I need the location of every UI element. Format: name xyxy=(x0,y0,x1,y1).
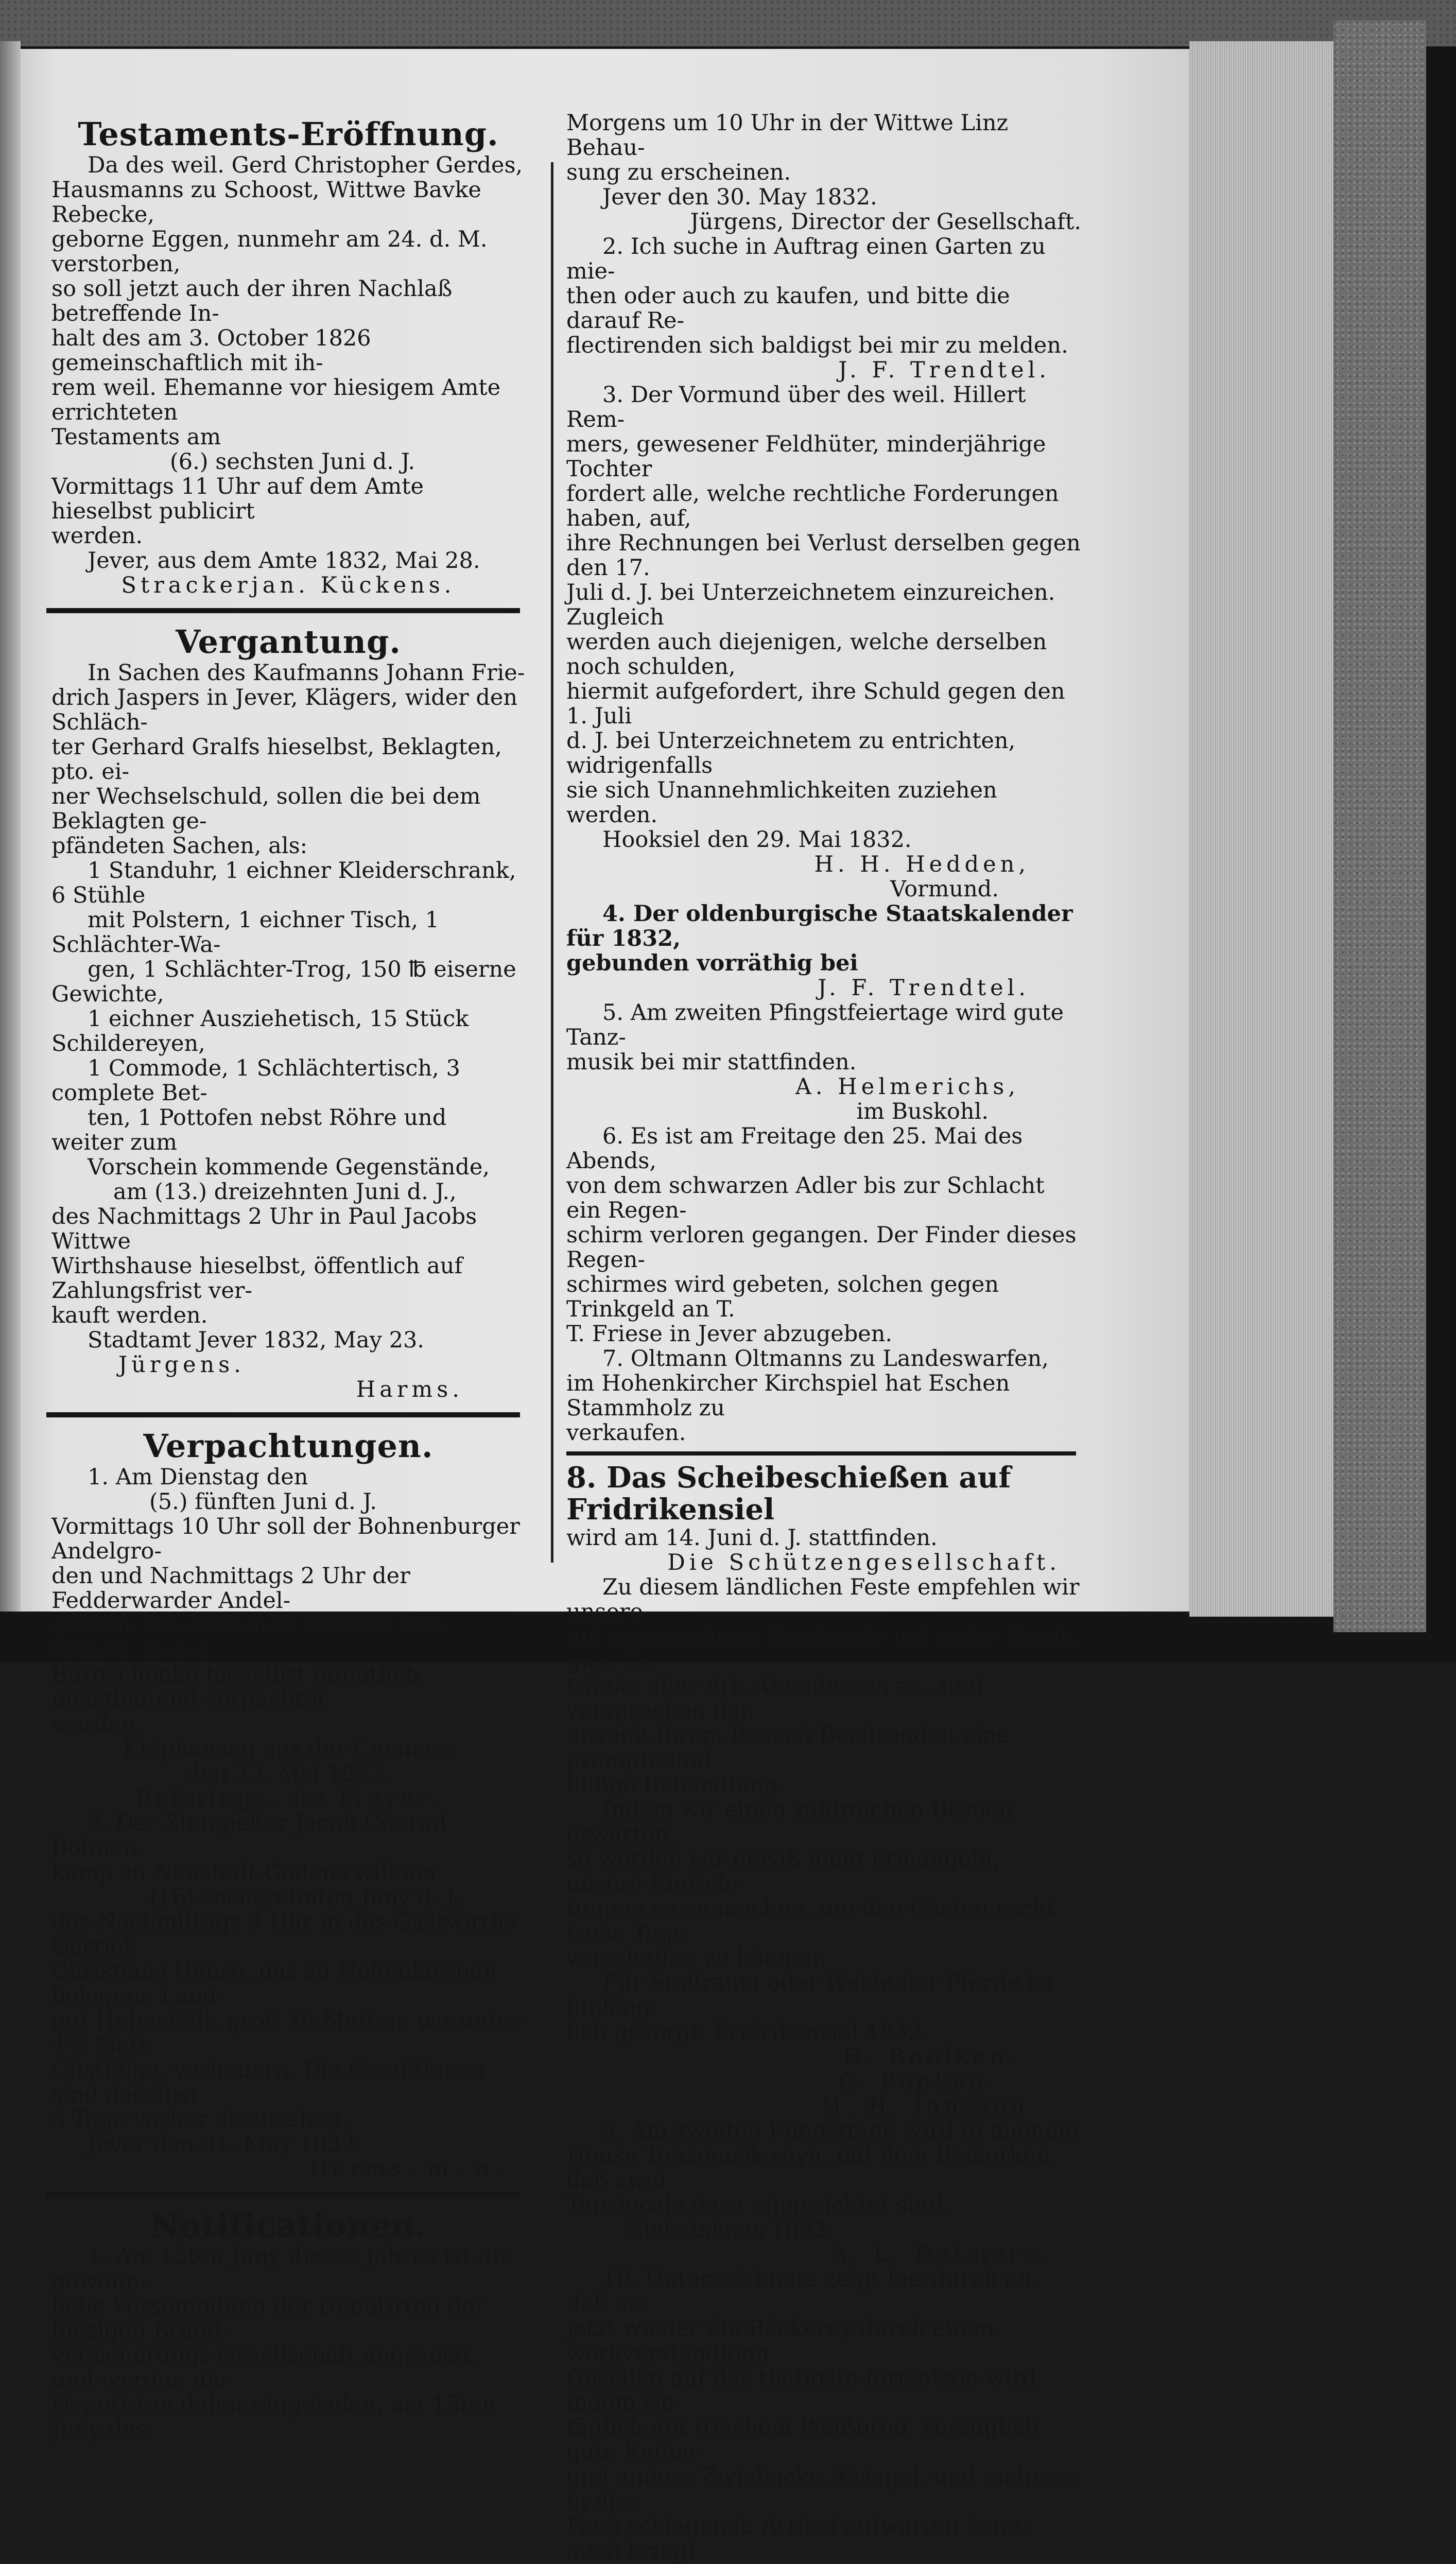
section-rule xyxy=(46,608,520,613)
section-rule xyxy=(46,2192,520,2197)
text-line: im Hohenkircher Kirchspiel hat Eschen Stammholz zu xyxy=(566,1371,1010,1421)
signer-role: Vormund. xyxy=(890,876,999,902)
text-line: fordert alle, welche rechtliche Forderungen haben, auf, xyxy=(566,481,1059,531)
text-line: ter Gerhard Gralfs hieselbst, Beklagten, pto. ei- xyxy=(51,734,502,785)
text-line: Burgschenke hieselbst öffentlich meistbietend verpachtet xyxy=(51,1662,420,1712)
signer: H. H. Janssen. xyxy=(822,2093,1040,2119)
text-line: flectirenden sich baldigst bei mir zu melden. xyxy=(566,333,1068,358)
text-line: lich gesorgt. Fridrikensiel 1832. xyxy=(566,2019,929,2045)
text-line: Hausmanns zu Schoost, Wittwe Bavke Rebecke, xyxy=(51,177,481,228)
place-line: Jever den 31. May 1832. xyxy=(88,2132,362,2157)
text-line: jetzt wieder die Bäckerey durch einen werkverständigen xyxy=(566,2316,995,2366)
text-line: musik bei mir stattfinden. xyxy=(566,1049,857,1075)
place-line: Siebetshaus 1832. xyxy=(628,2217,835,2243)
text-line: werden. xyxy=(51,1711,143,1737)
text-line: so werden wir gewiß nicht ermangeln, unsere Einrich- xyxy=(566,1846,1000,1897)
signer: H. H. Hedden, xyxy=(814,852,1030,877)
text-line: 7. Oltmann Oltmanns zu Landeswarfen, xyxy=(602,1346,1049,1372)
signer: J. F. Trendtel. xyxy=(818,975,1030,1001)
text-line: Hause Tanzmusik seyn, mit dem Bemerken, daß zwei xyxy=(566,2143,1058,2193)
text-line: ihre Rechnungen bei Verlust derselben gegen den 17. xyxy=(566,530,1081,581)
column-divider xyxy=(551,162,553,1563)
list-item: mit Polstern, 1 eichner Tisch, 1 Schlächter-Wa- xyxy=(51,907,440,958)
signer-place: im Buskohl. xyxy=(856,1099,989,1124)
facing-page-edge xyxy=(0,41,21,1612)
text-line: 1. Am 15ten Juny dieses Jahres ist die gewöhn- xyxy=(51,2244,513,2294)
text-line: Christians Hause, das zu Hohenkirchen belegene Land- xyxy=(51,1959,497,2009)
text-line: Güstfalge, verheuern. Die Conditionen sind daselbst xyxy=(51,2057,486,2108)
text-line: verschaffen zu können. xyxy=(566,1945,827,1971)
text-line: 5. Am zweiten Pfingstfeiertage wird gute Tanz- xyxy=(566,1000,1064,1050)
date-line: am (13.) dreizehnten Juni d. J., xyxy=(113,1179,457,1205)
signer: H. Boolken. xyxy=(843,2044,1019,2070)
list-item: Vorschein kommende Gegenstände, xyxy=(88,1154,490,1180)
right-column xyxy=(566,111,1081,2563)
text-line: then oder auch zu kaufen, und bitte die darauf Re- xyxy=(566,283,1010,334)
text-line: sung zu erscheinen. xyxy=(566,160,791,185)
newspaper-page xyxy=(21,49,1189,2564)
text-line: billige Behandlung. xyxy=(566,1772,786,1798)
text-line: von dem schwarzen Adler bis zur Schlacht ein Regen- xyxy=(566,1173,1045,1223)
text-line: uns mit ihrem Besuch Beehrenden eine prompte und xyxy=(566,1723,1010,1773)
place-line: Jever den 30. May 1832. xyxy=(602,184,877,210)
testament-heading: Testaments-Eröffnung. xyxy=(78,115,499,153)
text-line: Für Stallraum oder Weide der Pferde ist hinläng- xyxy=(566,1970,1054,2020)
text-line: pfändeten Sachen, als: xyxy=(51,833,308,859)
vergantung-heading: Vergantung. xyxy=(176,623,401,661)
text-line: 4. Der oldenburgische Staatskalender für 1832, xyxy=(566,901,1073,951)
text-line: sie sich Unannehmlichkeiten zuziehen werden. xyxy=(566,777,997,828)
list-item: ten, 1 Pottofen nebst Röhre und weiter zum xyxy=(51,1105,447,1155)
text-line: gut eingerichtete Tanzlocale mit guter Musik, gute Ge- xyxy=(566,1624,1081,1674)
signer: Jürgens. xyxy=(118,1352,245,1378)
text-line: groden, bei einzelnen Placken zum Mähen, in der xyxy=(51,1613,444,1663)
item-heading: 8. Das Scheibeschießen auf Fridrikensiel xyxy=(566,1461,1011,1527)
text-line: gut Helmstädt, groß 78 Matten, worunter 4⅔ Matt xyxy=(51,2008,522,2058)
text-line: 2. Der Zinngießer Jacob Conrad Bohnen- xyxy=(51,1810,447,1861)
text-line: liche Versammlung der Deputirten der hiesigen Brand- xyxy=(51,2293,486,2344)
text-line: Tanzlocale dazu eingerichtet sind. xyxy=(566,2192,950,2218)
text-line: Vormittags 11 Uhr auf dem Amte hieselbst publicirt xyxy=(51,474,424,524)
signer: Jürgens, Director der Gesellschaft. xyxy=(690,209,1081,235)
section-rule xyxy=(46,1412,520,1417)
text-line: halt des am 3. October 1826 gemeinschaftlich mit ih- xyxy=(51,325,371,376)
place-line: Stadtamt Jever 1832, May 23. xyxy=(88,1327,424,1353)
text-line: versicherungs-Gesellschaft angesetzt, und werden die xyxy=(51,2343,479,2393)
place-line: Kniphausen aus der Cammer, xyxy=(123,1736,454,1762)
place-line: Hooksiel den 29. Mai 1832. xyxy=(602,827,912,853)
signer: Harms, m. n. xyxy=(309,2156,505,2182)
text-line: Vormittags 10 Uhr soll der Bohnenburger Andelgro- xyxy=(51,1514,520,1564)
list-item: 1 Commode, 1 Schlächtertisch, 3 complete Bet- xyxy=(51,1055,460,1106)
signer: A. L. Detmers. xyxy=(831,2242,1050,2267)
left-column xyxy=(51,116,525,2442)
text-line: schirm verloren gegangen. Der Finder dieses Regen- xyxy=(566,1222,1077,1273)
text-line: schirmes wird gebeten, solchen gegen Trinkgeld an T. xyxy=(566,1272,999,1322)
notificationen-heading: Notificationen. xyxy=(149,2207,427,2244)
text-line: 3 Tage vorher einzusehen. xyxy=(51,2107,349,2133)
text-line: hiermit aufgefordert, ihre Schuld gegen den 1. Juli xyxy=(566,679,1065,729)
text-line: gebunden vorräthig bei xyxy=(566,950,858,976)
notificationen-section xyxy=(51,2207,525,2442)
signer: Harms. xyxy=(356,1377,463,1402)
signers: Brünings. de Meyer. xyxy=(135,1786,441,1811)
text-line: drich Jaspers in Jever, Klägers, wider den Schläch- xyxy=(51,685,518,735)
text-line: wird am 14. Juni d. J. stattfinden. xyxy=(566,1525,938,1551)
text-line: den und Nachmittags 2 Uhr der Fedderwarder Andel- xyxy=(51,1563,410,1614)
book-cover-edge xyxy=(1333,21,1426,1632)
book-cover-top xyxy=(0,0,1456,46)
text-line: verkaufen. xyxy=(566,1420,686,1446)
vergantung-section xyxy=(51,623,525,1402)
text-line: 2. Ich suche in Auftrag einen Garten zu mie- xyxy=(566,234,1046,284)
text-line: d. J. bei Unterzeichnetem zu entrichten, widrigenfalls xyxy=(566,728,1016,778)
list-item: gen, 1 Schlächter-Trog, 150 ℔ eiserne Gewichte, xyxy=(51,957,516,1007)
text-line: Da des weil. Gerd Christopher Gerdes, xyxy=(88,152,523,178)
text-line: werden auch diejenigen, welche derselben noch schulden, xyxy=(566,629,1047,680)
place-line: Jever, aus dem Amte 1832, Mai 28. xyxy=(88,548,480,574)
text-line: Deputirten daher eingeladen, am 15ten Juny des xyxy=(51,2392,496,2442)
text-line: Fach schlagende Artikel aufwarten kann; auch bringt xyxy=(566,2514,1029,2564)
section-rule xyxy=(566,1451,1076,1456)
text-line: tungen so zu machen, um den Gästen recht frohe Tage xyxy=(566,1896,1055,1946)
text-line: 1. Am Dienstag den xyxy=(88,1464,308,1490)
date-line: (6.) sechsten Juni d. J. xyxy=(170,449,415,475)
signer: C. Popken. xyxy=(838,2069,999,2094)
signer: Die Schützengesellschaft. xyxy=(667,1550,1061,1575)
signer: J. F. Trendtel. xyxy=(838,357,1050,383)
text-line: und andere Zwiebacke, Kringel, und mehrere in dies xyxy=(566,2464,1079,2515)
date-line: (16) sechszehnten Juny d. J., xyxy=(149,1884,467,1910)
text-line: Indem wir einen zahlreichen Besuch erwarten, xyxy=(566,1797,1013,1847)
text-line: werden. xyxy=(51,523,143,549)
list-item: 1 Standuhr, 1 eichner Kleiderschrank, 6 Stühle xyxy=(51,858,516,908)
text-line: geborne Eggen, nunmehr am 24. d. M. verstorben, xyxy=(51,227,488,277)
text-line: täglich mit frischem Weißbrod, vorzüglich gute Kaffee- xyxy=(566,2415,1039,2465)
text-line: kamp zu Neustadt-Gödens will am xyxy=(51,1860,437,1885)
signers: Strackerjan. Kückens. xyxy=(121,573,456,598)
place-line: den 23. Mai 1832. xyxy=(186,1761,391,1787)
text-line: Wirthshause hieselbst, öffentlich auf Zahlungsfrist ver- xyxy=(51,1253,463,1304)
date-line: (5.) fünften Juni d. J. xyxy=(149,1489,377,1515)
text-line: Zu diesem ländlichen Feste empfehlen wir unsere xyxy=(566,1574,1080,1625)
text-line: kauft werden. xyxy=(51,1303,208,1328)
text-line: Testaments am xyxy=(51,424,221,450)
text-line: ner Wechselschuld, sollen die bei dem Beklagten ge- xyxy=(51,784,481,834)
testament-section xyxy=(51,116,525,598)
text-line: 10. Unterzeichnete zeigt hierdurch an, daß sie xyxy=(566,2266,1039,2317)
text-line: Morgens um 10 Uhr in der Wittwe Linz Behau- xyxy=(566,110,1009,161)
text-line: In Sachen des Kaufmanns Johann Frie- xyxy=(88,660,525,686)
signer: A. Helmerichs, xyxy=(795,1074,1019,1100)
text-line: T. Friese in Jever abzugeben. xyxy=(566,1321,893,1347)
verpachtungen-heading: Verpachtungen. xyxy=(143,1427,434,1465)
verpachtungen-section xyxy=(51,1428,525,2181)
text-line: 3. Der Vormund über des weil. Hillert Rem- xyxy=(566,382,1026,432)
text-line: mers, gewesener Feldhüter, minderjährige Tochter xyxy=(566,431,1046,482)
text-line: des Nachmittags 3 Uhr in des Gastwirths Gerriet xyxy=(51,1909,516,1960)
text-line: Juli d. J. bei Unterzeichnetem einzureichen. Zugleich xyxy=(566,580,1055,630)
text-line: Gesellen auf das thätigste fortsetzen wird, indem sie xyxy=(566,2365,1044,2416)
text-line: rem weil. Ehemanne vor hiesigem Amte errichteten xyxy=(51,375,501,425)
text-line: 6. Es ist am Freitage den 25. Mai des Abends, xyxy=(566,1123,1023,1174)
list-item: 1 eichner Ausziehetisch, 15 Stück Schildereyen, xyxy=(51,1006,469,1056)
text-line: des Nachmittags 2 Uhr in Paul Jacobs Wittwe xyxy=(51,1204,477,1254)
text-line: tränke aller Art, Abendessen ꝛc., und versprechen den xyxy=(566,1673,983,1724)
text-line: so soll jetzt auch der ihren Nachlaß betreffende In- xyxy=(51,276,453,326)
page-block-edges xyxy=(1189,41,1333,1617)
text-line: 9. Am zweiten Pfingsttage wird in meinem xyxy=(602,2118,1079,2144)
